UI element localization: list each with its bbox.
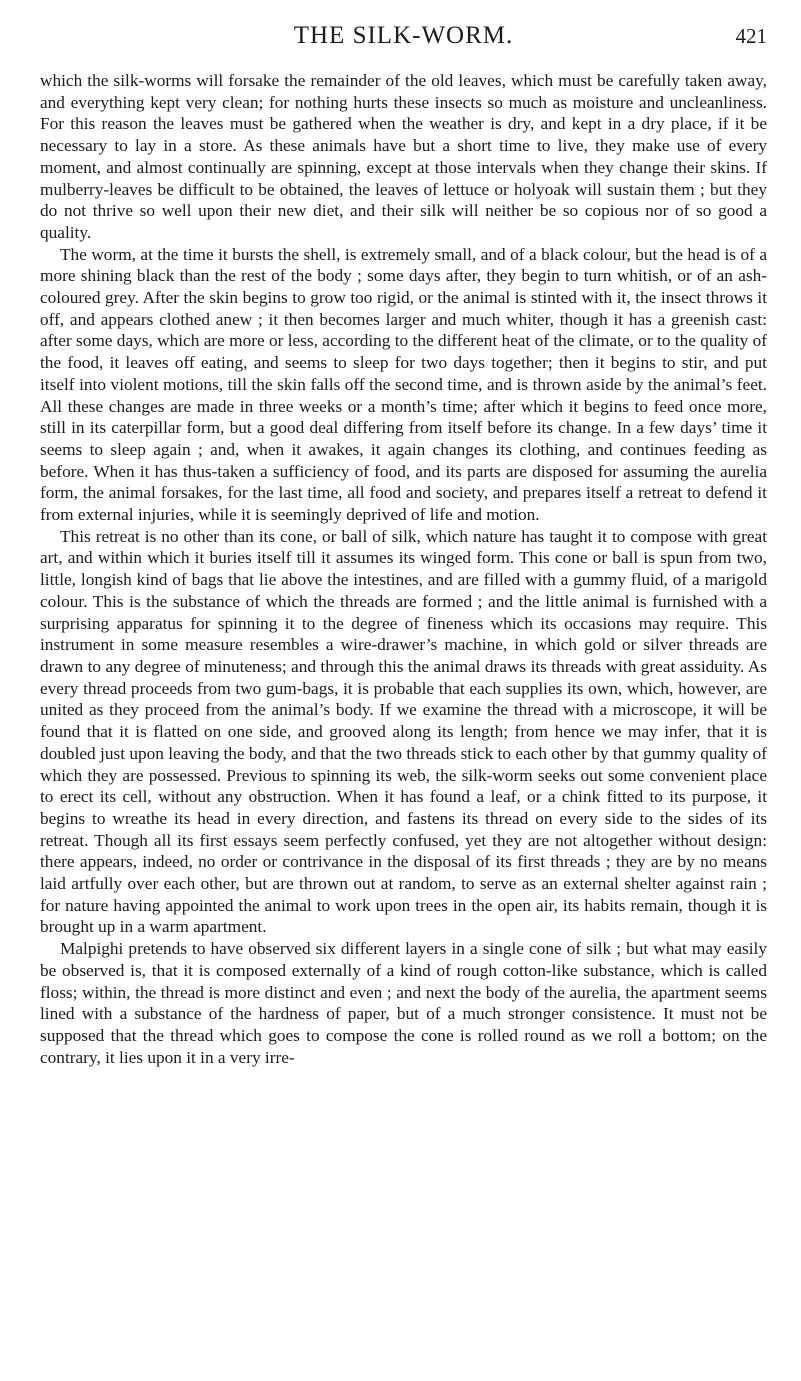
page-number: 421: [735, 24, 767, 48]
running-head: THE SILK-WORM.: [293, 22, 514, 49]
paragraph-malpighi: Malpighi pretends to have observed six different layers in a single cone of silk ; but what may easily be observed is, that it is composed externally of a kind of rough cotton-like substance, which is called floss; within, the thread is more distinct and even ; and next the body of the aurelia, the apartment seems lined with a substance of the hardness of paper, but of a much stronger consistence. It must not be supposed that the thread which goes to compose the cone is rolled round as we roll a bottom; on the contrary, it lies upon it in a very irre-: [40, 939, 767, 1067]
paragraph-silk-retreat: This retreat is no other than its cone, or ball of silk, which nature has taught it to compose with great art, and within which it buries itself till it assumes its winged form. This cone or ball is spun from two, little, longish kind of bags that lie above the intestines, and are filled with a gummy fluid, of a marigold colour. This is the substance of which the threads are formed ; and the little animal is furnished with a surprising apparatus for spinning it to the degree of fineness which its occasions may require. This instrument in some measure resembles a wire-drawer’s machine, in which gold or silver threads are drawn to any degree of minuteness; and through this the animal draws its threads with great assiduity. As every thread proceeds from two gum-bags, it is probable that each supplies its own, which, however, are united as they proceed from the animal’s body. If we examine the thread with a microscope, it will be found that it is flatted on one side, and grooved along its length; from hence we may infer, that it is doubled just upon leaving the body, and that the two threads stick to each other by that gummy quality of which they are possessed. Previous to spinning its web, the silk-worm seeks out some convenient place to erect its cell, without any obstruction. When it has found a leaf, or a chink fitted to its purpose, it begins to wreathe its head in every direction, and fastens its thread on every side to the sides of its retreat. Though all its first essays seem perfectly confused, yet they are not altogether without design: there appears, indeed, no order or contrivance in the disposal of its first threads ; they are by no means laid artfully over each other, but are thrown out at random, to serve as an external shelter against rain ; for nature having appointed the animal to work upon trees in the open air, its habits remain, though it is brought up in a warm apartment.: [40, 526, 767, 937]
paragraph-continued: which the silk-worms will forsake the remainder of the old leaves, which must be carefully taken away, and everything kept very clean; for nothing hurts these insects so much as moisture and uncleanliness. For this reason the leaves must be gathered when the weather is dry, and kept in a dry place, if it be necessary to lay in a store. As these animals have but a short time to live, they make use of every moment, and almost continually are spinning, except at those intervals when they change their skins. If mulberry-leaves be difficult to be obtained, the leaves of lettuce or holyoak will sustain them ; but they do not thrive so well upon their new diet, and their silk will neither be so copious nor of so good a quality.: [40, 71, 767, 242]
paragraph-worm-growth: The worm, at the time it bursts the shell, is extremely small, and of a black colour, but the head is of a more shining black than the rest of the body ; some days after, they begin to turn whitish, or of an ash-coloured grey. After the skin begins to grow too rigid, or the animal is stinted with it, the insect throws it off, and appears clothed anew ; it then becomes larger and much whiter, though it has a greenish cast: after some days, which are more or less, according to the different heat of the climate, or to the quality of the food, it leaves off eating, and seems to sleep for two days together; then it begins to stir, and put itself into violent motions, till the skin falls off the second time, and is thrown aside by the animal’s feet. All these changes are made in three weeks or a month’s time; after which it begins to feed once more, still in its caterpillar form, but a good deal differing from itself before its change. In a few days’ time it seems to sleep again ; and, when it awakes, it again changes its clothing, and continues feeding as before. When it has thus-taken a sufficiency of food, and its parts are disposed for assuming the aurelia form, the animal forsakes, for the last time, all food and society, and prepares itself a retreat to defend it from external injuries, while it is seemingly deprived of life and motion.: [40, 244, 767, 525]
page-header: [40, 0, 767, 70]
body-text: [40, 70, 767, 1068]
